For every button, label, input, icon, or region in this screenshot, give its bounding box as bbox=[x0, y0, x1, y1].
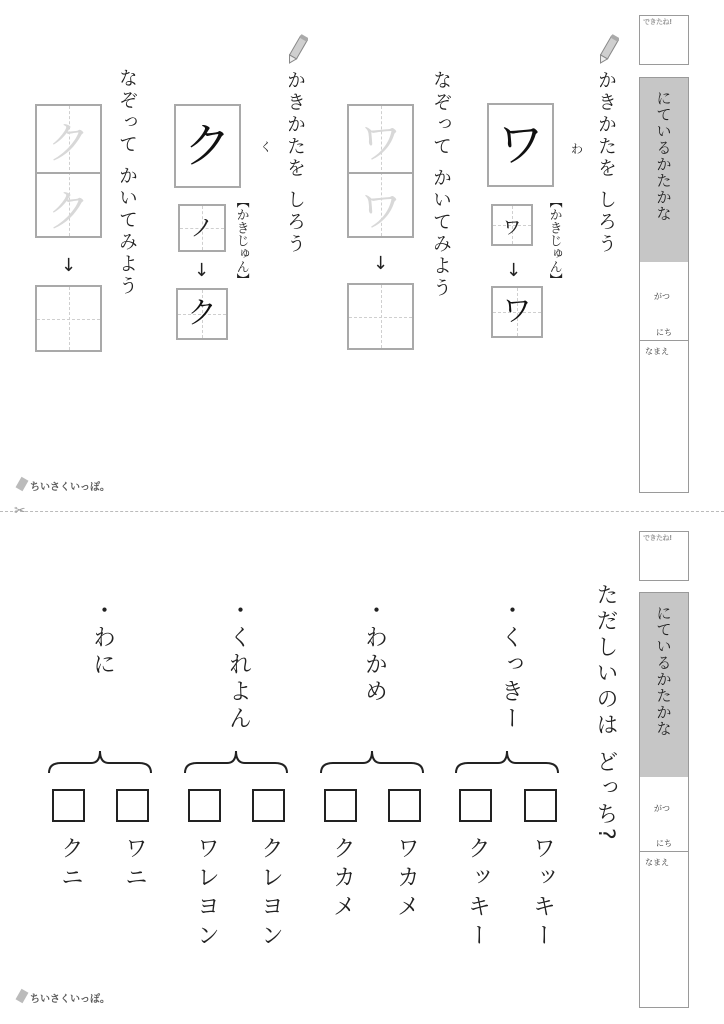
down-arrow-icon: ↓ bbox=[61, 255, 77, 276]
trace-box-2[interactable] bbox=[35, 104, 102, 238]
reading-hint: く bbox=[260, 140, 273, 154]
choice-option: クッキー bbox=[464, 836, 490, 952]
choice-option: クニ bbox=[57, 836, 83, 894]
choice-option: ワニ bbox=[121, 836, 147, 894]
trace-box-1[interactable] bbox=[347, 104, 414, 238]
stamp-label: できたね! bbox=[643, 534, 672, 542]
divider bbox=[640, 340, 688, 341]
stroke-order-label: 【かきじゅん】 bbox=[546, 195, 562, 286]
completion-stamp-box bbox=[639, 531, 689, 581]
answer-checkbox[interactable] bbox=[524, 789, 557, 822]
model-character: ワ bbox=[496, 117, 545, 173]
logo-text: ちいさくいっぽ。 bbox=[30, 994, 110, 1005]
info-panel bbox=[639, 77, 689, 493]
choice-option: ワカメ bbox=[393, 836, 419, 923]
question-text: ただしいのは どっち? bbox=[593, 583, 618, 844]
choice-option: ワレヨン bbox=[193, 836, 219, 952]
stroke-step-1: ノ bbox=[190, 214, 214, 242]
curly-brace-icon bbox=[183, 745, 289, 775]
choice-option: ワッキー bbox=[529, 836, 555, 952]
name-label: なまえ bbox=[645, 347, 669, 356]
choice-option: クレヨン bbox=[257, 836, 283, 952]
instruction-write-2: かきかたを しろう bbox=[284, 70, 306, 256]
hiragana-word: ・わに bbox=[89, 598, 115, 679]
reading-hint: わ bbox=[571, 142, 584, 156]
stroke-step-box-1 bbox=[178, 204, 226, 252]
scissors-icon: ✂ bbox=[14, 503, 26, 519]
down-arrow-icon: ↓ bbox=[194, 260, 210, 281]
trace-character-1: ク bbox=[46, 118, 91, 169]
pencil-icon bbox=[286, 33, 308, 67]
pencil-icon bbox=[16, 477, 29, 491]
write-box-2[interactable] bbox=[35, 285, 102, 352]
divider bbox=[640, 851, 688, 852]
day-label: にち bbox=[656, 328, 672, 337]
stroke-step-1: ヮ bbox=[500, 211, 524, 239]
stroke-step-final: ク bbox=[187, 296, 217, 331]
stroke-step-final: ワ bbox=[502, 294, 532, 329]
month-label: がつ bbox=[654, 804, 670, 813]
instruction-trace-1: なぞって かいてみよう bbox=[430, 70, 452, 300]
answer-checkbox[interactable] bbox=[252, 789, 285, 822]
stroke-step-box-2 bbox=[491, 286, 543, 338]
pencil-icon bbox=[597, 33, 619, 67]
trace-character-2: ワ bbox=[358, 186, 403, 237]
answer-checkbox[interactable] bbox=[388, 789, 421, 822]
answer-checkbox[interactable] bbox=[52, 789, 85, 822]
logo-text: ちいさくいっぽ。 bbox=[30, 482, 110, 493]
down-arrow-icon: ↓ bbox=[373, 253, 389, 274]
hiragana-word: ・くれよん bbox=[225, 598, 251, 733]
model-char-box bbox=[174, 104, 241, 188]
info-panel bbox=[639, 592, 689, 1008]
curly-brace-icon bbox=[454, 745, 560, 775]
hiragana-word: ・くっきー bbox=[497, 598, 523, 733]
month-label: がつ bbox=[654, 292, 670, 301]
stroke-step-box-2 bbox=[176, 288, 228, 340]
pencil-icon bbox=[16, 989, 29, 1003]
worksheet-title: にているかたかな bbox=[654, 90, 672, 222]
name-label: なまえ bbox=[645, 858, 669, 867]
model-character: ク bbox=[183, 118, 232, 174]
stroke-step-box-1 bbox=[491, 204, 533, 246]
stamp-label: できたね! bbox=[643, 18, 672, 26]
choice-option: クカメ bbox=[329, 836, 355, 923]
answer-checkbox[interactable] bbox=[116, 789, 149, 822]
model-char-box bbox=[487, 103, 554, 187]
curly-brace-icon bbox=[319, 745, 425, 775]
hiragana-word: ・わかめ bbox=[361, 598, 387, 706]
answer-checkbox[interactable] bbox=[459, 789, 492, 822]
answer-checkbox[interactable] bbox=[188, 789, 221, 822]
instruction-write-1: かきかたを しろう bbox=[595, 70, 617, 256]
trace-character-2: ク bbox=[46, 186, 91, 237]
down-arrow-icon: ↓ bbox=[506, 260, 522, 281]
curly-brace-icon bbox=[47, 745, 153, 775]
instruction-trace-2: なぞって かいてみよう bbox=[116, 68, 138, 298]
trace-character-1: ワ bbox=[358, 118, 403, 169]
stroke-order-label: 【かきじゅん】 bbox=[233, 195, 249, 286]
day-label: にち bbox=[656, 839, 672, 848]
brand-logo bbox=[18, 990, 110, 1005]
brand-logo bbox=[18, 478, 110, 493]
completion-stamp-box bbox=[639, 15, 689, 65]
answer-checkbox[interactable] bbox=[324, 789, 357, 822]
write-box-1[interactable] bbox=[347, 283, 414, 350]
worksheet-title: にているかたかな bbox=[654, 605, 672, 737]
cut-line bbox=[0, 511, 724, 512]
